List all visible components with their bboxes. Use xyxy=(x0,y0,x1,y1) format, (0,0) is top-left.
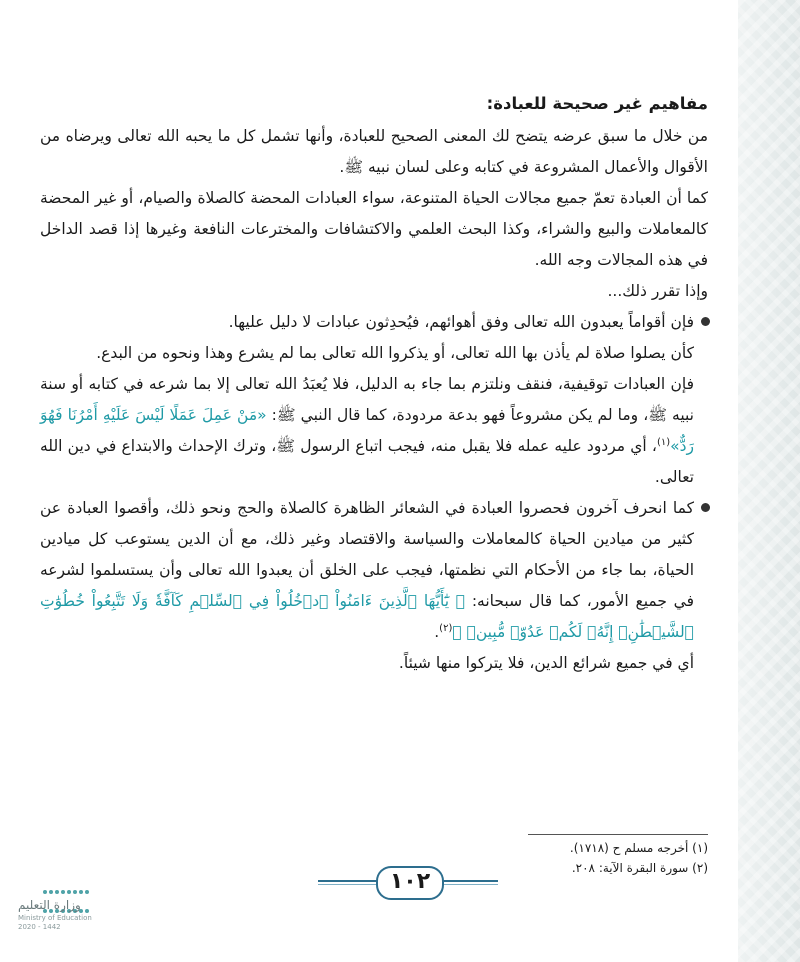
main-text xyxy=(40,88,708,679)
logo-english-text: Ministry of Education xyxy=(18,914,92,922)
bullet-1-text-b: ، أي مردود عليه عمله فلا يقبل منه، فيجب اتباع الرسول ﷺ، وترك الإحداث والابتداع في دين الله تعالى. xyxy=(40,437,694,486)
side-ornament xyxy=(738,0,800,962)
bullet-1-body xyxy=(40,369,694,493)
bullet-1-text-a: فإن العبادات توقيفية، فنقف ونلتزم بما جاء به الدليل، فلا يُعبَدُ الله تعالى إلا بما شرعه في كتابه أو سنة نبيه ﷺ، وما لم يكن مشروعاً فهو بدعة مردودة، كما قال النبي ﷺ: xyxy=(40,375,694,424)
footnote-2: (٢) سورة البقرة الآية: ٢٠٨. xyxy=(571,861,708,875)
ministry-logo xyxy=(18,880,118,940)
logo-arabic-text: وزارة التعليم xyxy=(18,898,81,912)
bullet-dot-icon xyxy=(701,503,710,512)
section-heading: مفاهيم غير صحيحة للعبادة: xyxy=(486,94,708,113)
page-number-ornament xyxy=(318,866,498,896)
intro-paragraph-3: وإذا تقرر ذلك... xyxy=(607,282,708,300)
bullet-2-body xyxy=(40,493,694,648)
bullet-1-lead: فإن أقواماً يعبدون الله تعالى وفق أهوائهم، فيُحدِثون عبادات لا دليل عليها. xyxy=(228,313,694,331)
hadith-quote: «مَنْ عَمِلَ عَمَلًا لَيْسَ عَلَيْهِ أَمْرُنَا فَهُوَ رَدٌّ» xyxy=(40,406,694,455)
footnote-ref-2: (٢) xyxy=(439,622,453,634)
page-number: ١٠٢ xyxy=(376,866,444,900)
bullet-2-text-b: . xyxy=(434,623,440,641)
quran-verse: ﴿ يَٰٓأَيُّهَا ٱلَّذِينَ ءَامَنُواْ ٱدۡخُلُواْ فِي ٱلسِّلۡمِ كَآفَّةٗ وَلَا تَتَّبِعُواْ خُطُوَٰتِ ٱلشَّيۡطَٰنِۚ إِنَّهُۥ لَكُمۡ عَدُوّٞ مُّبِينٞ ﴾ xyxy=(40,592,694,641)
bullet-2-closing: أي في جميع شرائع الدين، فلا يتركوا منها شيئاً. xyxy=(398,654,694,672)
intro-paragraph-2: كما أن العبادة تعمّ جميع مجالات الحياة المتنوعة، سواء العبادات المحضة كالصلاة والصيام، أو غير المحضة كالمعاملات والبيع والشراء، وكذا البحث العلمي والاكتشافات والمخترعات النافعة وغيرها إذا قصد الداخل في هذه المجالات وجه الله. xyxy=(40,189,708,269)
bullet-item-1 xyxy=(40,307,708,493)
logo-dots-icon xyxy=(42,880,102,896)
bullet-item-2 xyxy=(40,493,708,679)
footnote-1: (١) أخرجه مسلم ح (١٧١٨). xyxy=(569,841,708,855)
intro-paragraph-1: من خلال ما سبق عرضه يتضح لك المعنى الصحيح للعبادة، وأنها تشمل كل ما يحبه الله تعالى ويرضاه من الأقوال والأعمال المشروعة في كتابه وعلى لسان نبيه ﷺ. xyxy=(40,127,708,176)
logo-year: 2020 - 1442 xyxy=(18,923,61,931)
footnote-ref-1: (١) xyxy=(656,436,671,448)
bullet-1-example: كأن يصلوا صلاة لم يأذن بها الله تعالى، أو يذكروا الله تعالى بما لم يشرع وهذا ونحوه من البدع. xyxy=(96,344,694,362)
bullet-2-text-a: كما انحرف آخرون فحصروا العبادة في الشعائر الظاهرة كالصلاة والحج ونحو ذلك، وأقصوا العبادة عن كثير من ميادين الحياة كالمعاملات والسياسة والاقتصاد وغير ذلك، مع أن الدين يستوعب كل ميادين الحياة، بما جاء من الأحكام التي نظمتها، فيجب على الخلق أن يعبدوا الله تعالى وأن يستسلموا لشرعه في جميع الأمور، كما قال سبحانه: xyxy=(40,499,694,610)
footnote-divider xyxy=(528,834,708,835)
bullet-dot-icon xyxy=(701,317,710,326)
